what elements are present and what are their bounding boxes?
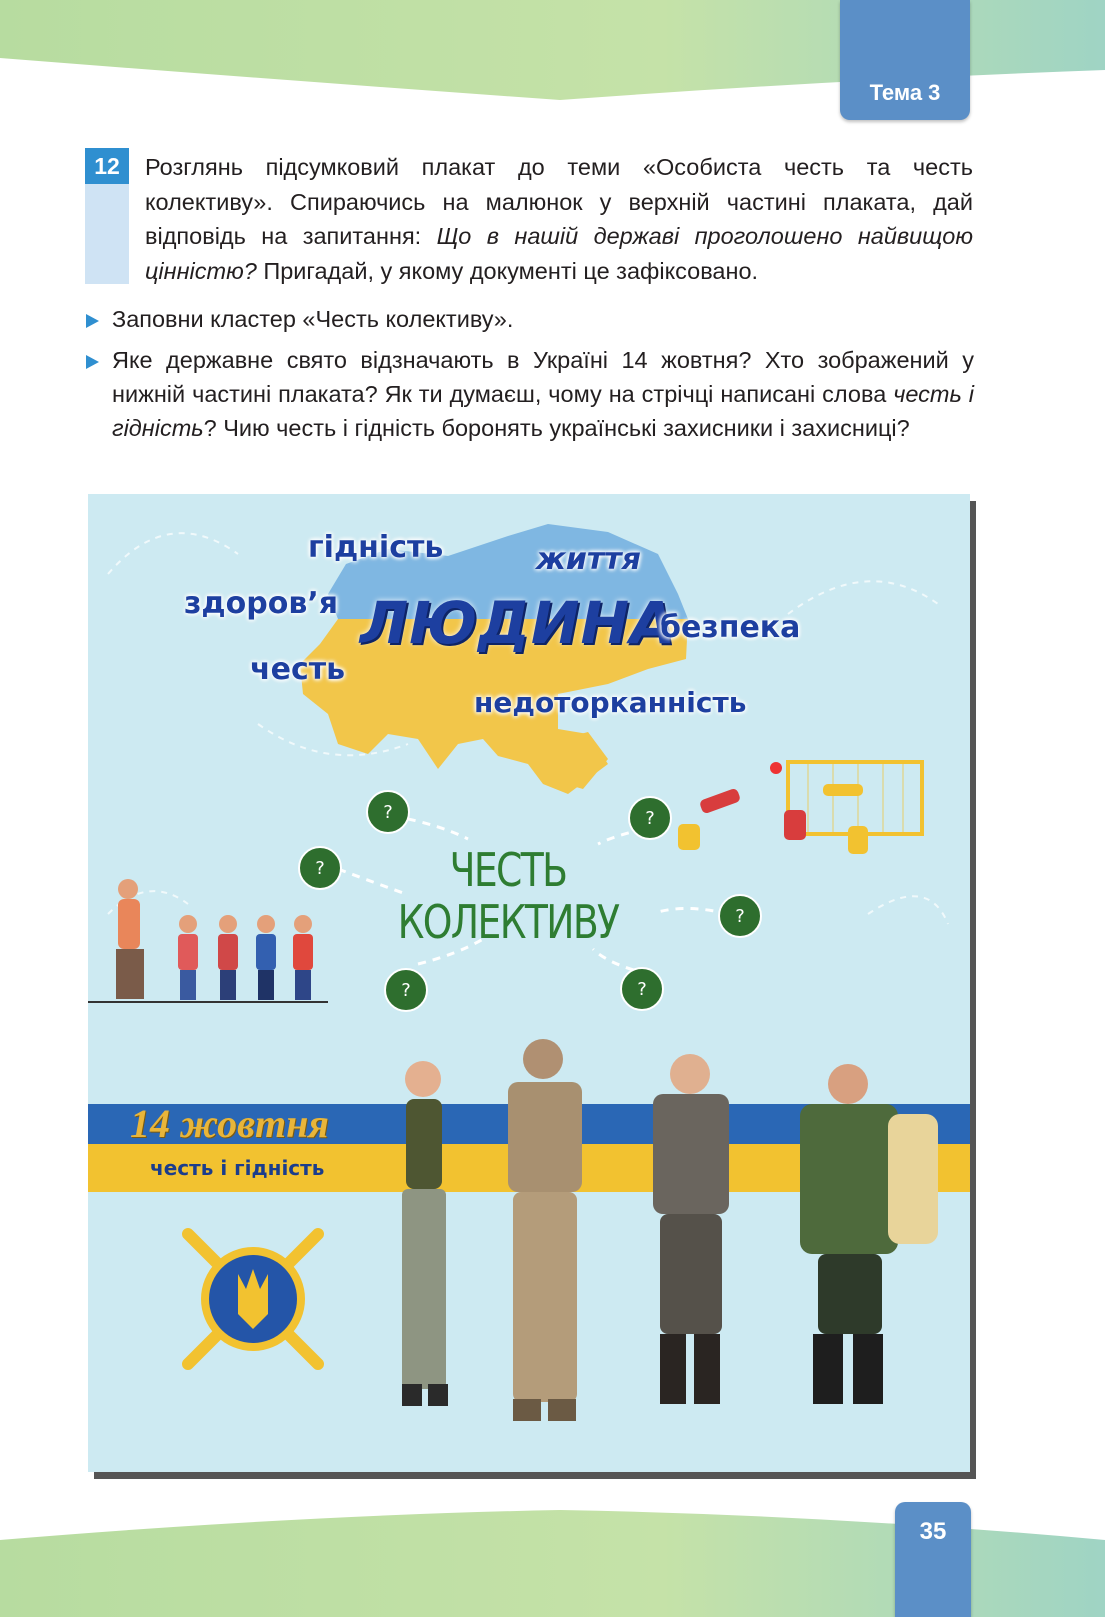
- cluster-blank-bubble[interactable]: ?: [298, 846, 342, 890]
- page-number: 35: [919, 1518, 947, 1545]
- bullet-text: [112, 343, 974, 445]
- cluster-title-line1: ЧЕСТЬ: [449, 843, 567, 897]
- summary-poster: [88, 494, 970, 1472]
- cluster-blank-bubble[interactable]: ?: [384, 968, 428, 1012]
- task-question: Що в нашій державі проголошено найвищою цінністю?: [145, 223, 973, 284]
- center-word: ЛЮДИНА: [360, 589, 676, 657]
- teacher-children-illustration: [88, 879, 328, 1002]
- value-word: життя: [536, 542, 641, 577]
- cluster-blank-bubble[interactable]: ?: [620, 967, 664, 1011]
- bullet-arrow-icon: [86, 314, 99, 328]
- cluster-blank-bubble[interactable]: ?: [718, 894, 762, 938]
- cluster-blank-bubble[interactable]: ?: [628, 796, 672, 840]
- bullet-text-part: ? Чию честь і гідність боронять українські захисники і захисниці?: [203, 415, 910, 441]
- topic-label: Тема 3: [869, 80, 941, 105]
- ribbon-date: 14 жовтня: [130, 1101, 329, 1146]
- bullet-italic-phrase: честь і гідність: [112, 381, 975, 441]
- task-number-marker: [85, 148, 129, 284]
- value-word: безпека: [660, 610, 801, 645]
- value-word: честь: [250, 652, 346, 687]
- emblem-with-trident: [188, 1234, 318, 1364]
- defenders-illustration: [402, 1039, 938, 1421]
- task-text-intro: Розглянь підсумковий плакат до теми «Особиста честь та честь колективу». Спираючись на малюнок у верхній частині плаката, дай відповідь на запитання:: [145, 154, 973, 249]
- bullet-arrow-icon: [86, 355, 99, 369]
- task-text: [145, 150, 973, 288]
- value-word: гідність: [308, 530, 444, 565]
- task-text-end: Пригадай, у якому документі це зафіксовано.: [256, 257, 759, 284]
- cluster-title-line2: КОЛЕКТИВУ: [397, 895, 619, 949]
- cluster-blank-bubble[interactable]: ?: [366, 790, 410, 834]
- value-word: недоторканність: [474, 686, 747, 719]
- football-players-illustration: [678, 762, 922, 854]
- bullet-text: Заповни кластер «Честь колективу».: [112, 306, 514, 332]
- task-number: 12: [85, 148, 129, 184]
- ribbon-motto: честь і гідність: [150, 1156, 325, 1180]
- bullet-text-part: Яке державне свято відзначають в Україні 14 жовтня? Хто зображений у нижній частині плаката? Як ти думаєш, чому на стрічці написані слова: [112, 347, 974, 407]
- page-number-tab: [895, 1502, 971, 1617]
- topic-tab: [840, 0, 970, 120]
- value-word: здоров’я: [184, 586, 338, 621]
